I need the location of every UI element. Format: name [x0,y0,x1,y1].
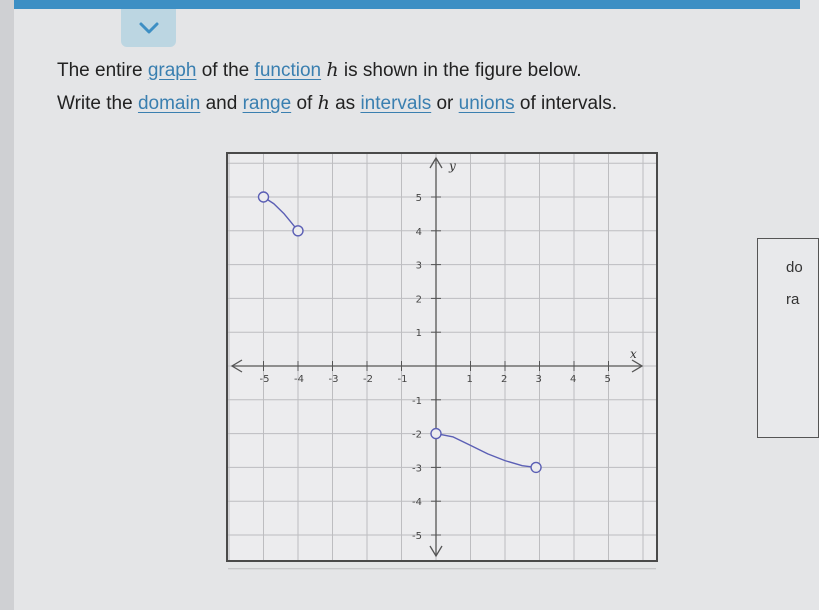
x-tick-label: 5 [604,374,611,385]
x-tick-label: 3 [535,374,542,385]
curve-segment-2 [436,434,536,468]
y-axis-label: y [449,159,456,173]
left-edge-strip [0,0,14,610]
graph-link[interactable]: graph [147,60,197,81]
function-variable: h [326,59,339,81]
y-tick-label: 4 [415,226,422,238]
x-tick-label: 4 [570,374,577,385]
x-tick-label: -2 [363,374,373,385]
x-tick-label: -3 [328,374,339,385]
range-link[interactable]: range [242,93,292,114]
y-tick-label: -1 [412,395,422,407]
open-endpoint [293,226,303,236]
y-tick-label: -2 [412,429,422,441]
open-endpoint [531,462,541,472]
prompt-text: or [431,93,459,114]
prompt-text: of [291,93,318,114]
function-link[interactable]: function [254,60,322,81]
prompt-text: is shown in the figure below. [338,60,582,81]
prompt-text: of the [196,60,255,81]
question-prompt [57,54,757,120]
x-tick-label: -5 [259,374,270,385]
x-tick-label: -1 [397,374,408,385]
y-tick-label: -3 [412,463,422,475]
graph-figure [226,152,658,562]
prompt-text: The entire [57,60,148,81]
y-tick-label: 3 [415,260,422,272]
open-endpoint [259,192,269,202]
prompt-text: Write the [57,93,138,114]
function-variable: h [317,92,330,114]
prompt-line-2 [57,87,757,120]
x-tick-label: 1 [466,374,473,385]
x-tick-label: -4 [294,374,304,385]
y-tick-label: -4 [412,497,422,509]
top-accent-bar [0,0,800,9]
prompt-text: of intervals. [514,93,618,114]
function-graph [228,154,656,560]
y-tick-label: 1 [415,328,422,340]
open-endpoint [431,429,441,439]
prompt-text: as [329,93,361,114]
domain-link[interactable]: domain [137,93,201,114]
domain-label: do [786,259,803,276]
prompt-line-1 [57,54,757,87]
unions-link[interactable]: unions [458,93,515,114]
x-axis-label: x [630,347,637,361]
prompt-text: and [200,93,243,114]
y-tick-label: 2 [415,294,422,306]
intervals-link[interactable]: intervals [360,93,432,114]
answer-panel[interactable] [757,238,819,438]
y-tick-label: -5 [412,531,422,542]
collapse-button[interactable] [121,9,176,47]
range-label: ra [786,291,800,308]
y-tick-label: 5 [415,193,422,204]
x-tick-label: 2 [501,374,508,385]
chevron-down-icon [138,21,160,35]
curve-segment-1 [264,197,299,231]
